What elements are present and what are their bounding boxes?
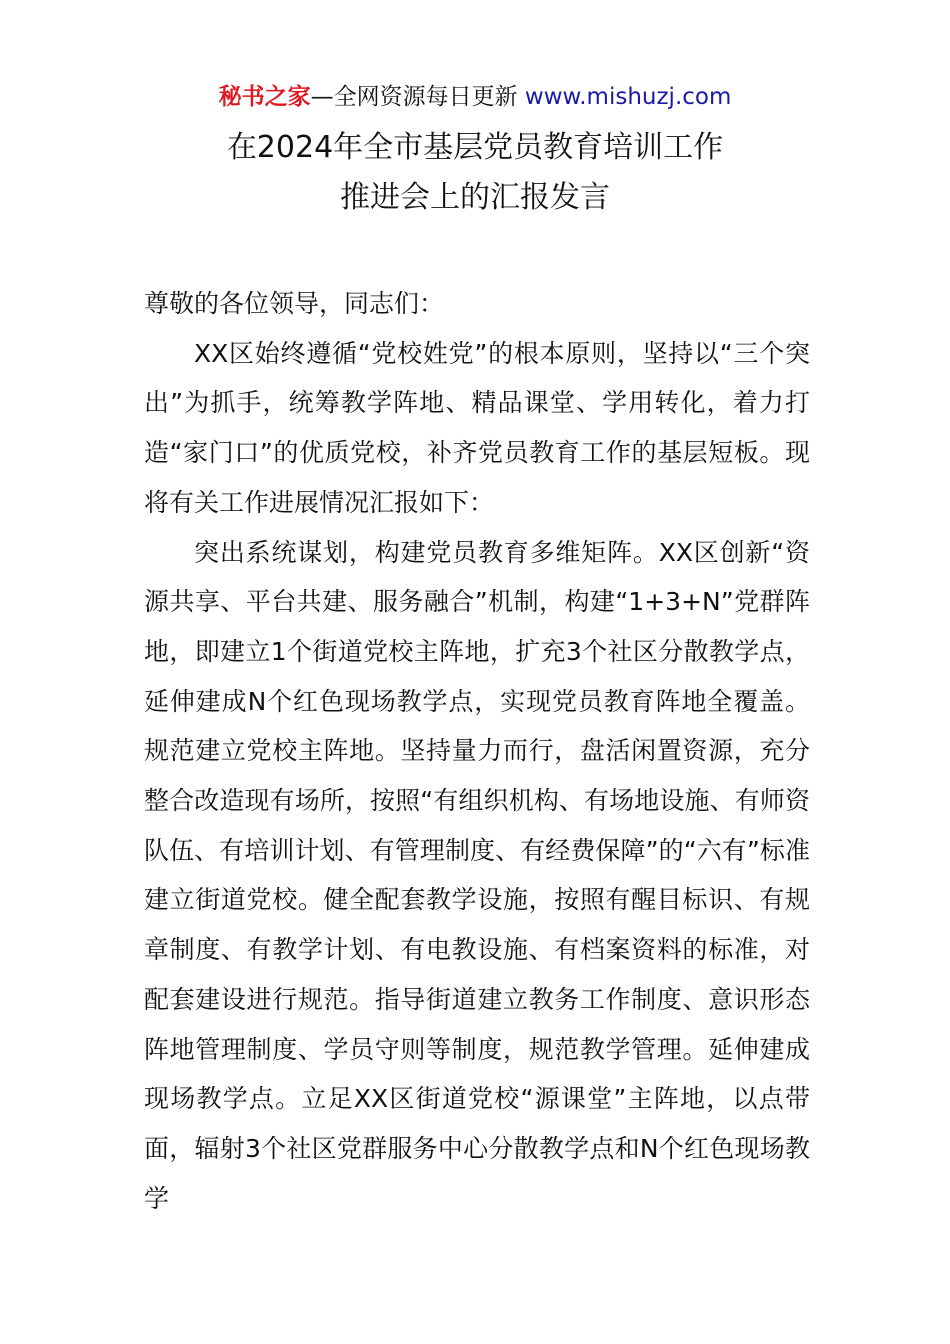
body-paragraph: 突出系统谋划，构建党员教育多维矩阵。XX区创新“资源共享、平台共建、服务融合”机制，构建“1+3+N”党群阵地，即建立1个街道党校主阵地，扩充3个社区分散教学点，延伸建成N个红色现场教学点，实现党员教育阵地全覆盖。规范建立党校主阵地。坚持量力而行，盘活闲置资源，充分整合改造现有场所，按照“有组织机构、有场地设施、有师资队伍、有培训计划、有管理制度、有经费保障”的“六有”标准建立街道党校。健全配套教学设施，按照有醒目标识、有规章制度、有教学计划、有电教设施、有档案资料的标准，对配套建设进行规范。指导街道建立教务工作制度、意识形态阵地管理制度、学员守则等制度，规范教学管理。延伸建成现场教学点。立足XX区街道党校“源课堂”主阵地，以点带面，辐射3个社区党群服务中心分散教学点和N个红色现场教学	[144, 537, 810, 1213]
document-body	[144, 279, 810, 1223]
site-brand: 秘书之家	[218, 84, 311, 110]
site-slogan: —全网资源每日更新	[310, 84, 518, 110]
salutation: 尊敬的各位领导，同志们：	[144, 289, 445, 318]
document-title-line-1: 在2024年全市基层党员教育培训工作	[226, 130, 724, 165]
body-paragraph: XX区始终遵循“党校姓党”的根本原则，坚持以“三个突出”为抓手，统筹教学阵地、精品课堂、学用转化，着力打造“家门口”的优质党校，补齐党员教育工作的基层短板。现将有关工作进展情况汇报如下：	[144, 338, 810, 517]
document-title-line-2: 推进会上的汇报发言	[340, 180, 610, 215]
site-header	[0, 80, 950, 114]
site-url-link[interactable]: www.mishuzj.com	[524, 84, 732, 110]
